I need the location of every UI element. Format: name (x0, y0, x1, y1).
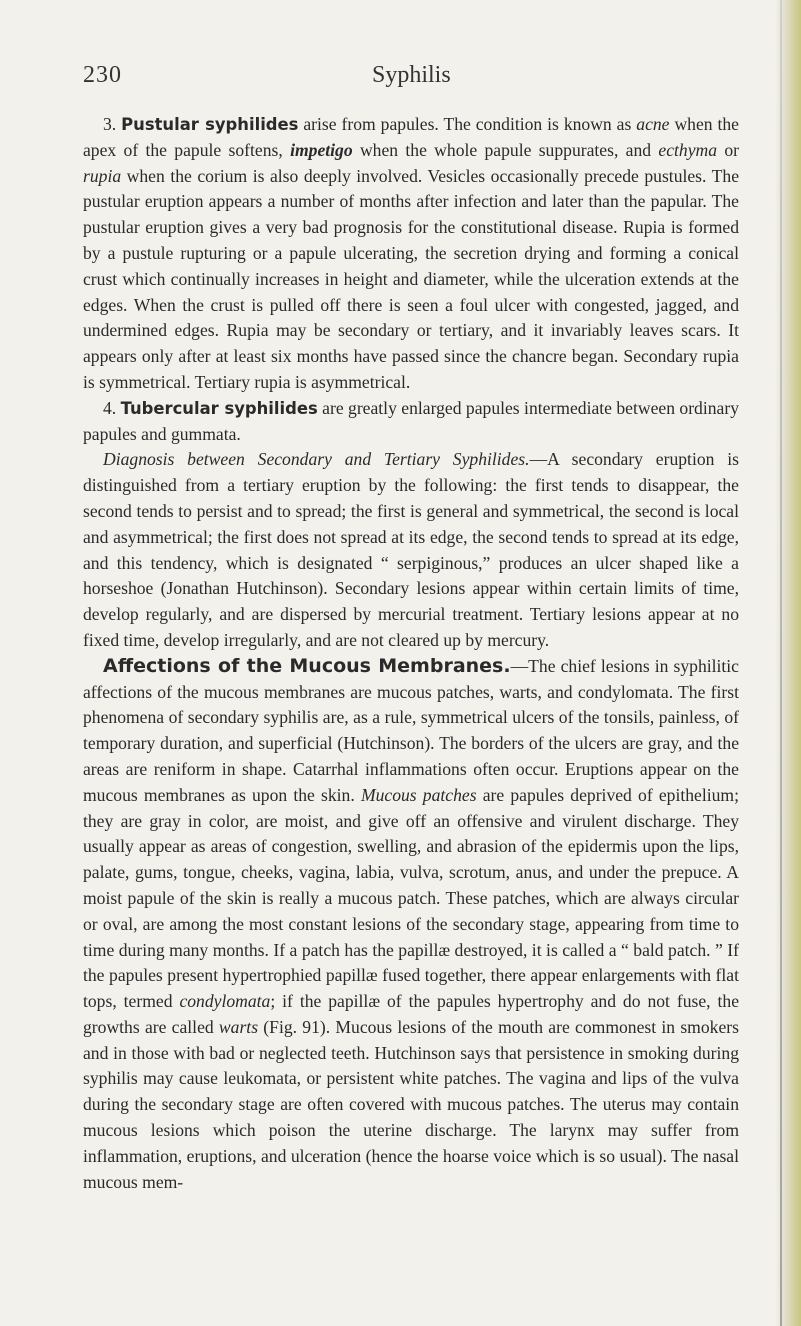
text: or (717, 139, 739, 160)
scan-edge-line (780, 0, 782, 1326)
term-acne: acne (636, 114, 670, 134)
running-head: Syphilis (372, 62, 451, 88)
page-header (0, 50, 801, 90)
paragraph-tubercular-syphilides (83, 396, 739, 448)
paragraph-pustular-syphilides (83, 112, 739, 396)
page-number: 230 (83, 62, 122, 88)
body-text (83, 112, 739, 1195)
text: are papules deprived of epithelium; they are gray in color, are moist, and give off an offensive and virulent discharge. They usually appear as areas of congestion, swelling, and abrasion of the epidermis upon the lips, palate, gums, tongue, cheeks, vagina, labia, vulva, scrotum, anus, and under the prepuce. A moist papule of the skin is really a mucous patch. These patches, which are always circular or oval, are among the most constant lesions of the secondary stage, appearing from time to time during many months. If a patch has the papillæ destroyed, it is called a “ bald patch. ” If the papules present hypertrophied papillæ fused together, there appear enlargements with flat tops, termed (83, 784, 739, 1012)
list-number: 3. (103, 114, 117, 134)
term-rupia: rupia (83, 165, 122, 186)
text: when the whole papule suppurates, and (352, 139, 659, 160)
text: —A secondary eruption is distinguished from a tertiary eruption by the following: the first tends to disappear, the second tends to persist and to spread; the first is general and symmetrical, the second is local and asymmetrical; the first does not spread at its edge, the second tends to spread at its edge, and this tendency, which is designated “ serpiginous,” produces an ulcer shaped like a horseshoe (Jonathan Hutchinson). Secondary lesions appear within certain limits of time, develop regularly, and are dispersed by mercurial treatment. Tertiary lesions appear at no fixed time, develop irregularly, and are not cleared up by mercury. (83, 449, 739, 650)
term-mucous-patches: Mucous patches (360, 784, 477, 805)
term-condylomata: condylomata (179, 991, 271, 1012)
scan-edge (775, 0, 801, 1326)
list-number: 4. (103, 397, 117, 418)
text: when the corium is also deeply involved. Vesicles occasionally precede pustules. The pustular eruption appears a number of months after infection and later than the papular. The pustular eruption gives a very bad prognosis for the constitutional disease. Rupia is formed by a pustule rupturing or a papule ulcerating, the secretion drying and forming a conical crust which continually increases in height and diameter, while the ulceration extends at the edges. When the crust is pulled off there is seen a foul ulcer with congested, jagged, and undermined edges. Rupia may be secondary or tertiary, and it invariably leaves scars. It appears only after at least six months have passed since the chancre began. Secondary rupia is symmetrical. Tertiary rupia is asymmetrical. (83, 165, 739, 392)
heading-pustular-syphilides: Pustular syphilides (121, 115, 299, 134)
text: when the apex of the papule softens, (83, 114, 739, 160)
heading-tubercular-syphilides: Tubercular syphilides (120, 398, 318, 418)
heading-diagnosis: Diagnosis between Secondary and Tertiary Syphilides. (103, 449, 530, 470)
term-impetigo: impetigo (290, 139, 353, 160)
paragraph-diagnosis (83, 447, 739, 653)
term-warts: warts (218, 1016, 259, 1037)
term-ecthyma: ecthyma (658, 139, 718, 160)
text: (Fig. 91). Mucous lesions of the mouth are commonest in smokers and in those with bad or neglected teeth. Hutchinson says that persistence in smoking during syphilis may cause leukomata, or persistent white patches. The vagina and lips of the vulva during the secondary stage are often covered with mucous patches. The uterus may contain mucous lesions which poison the uterine discharge. The larynx may suffer from inflammation, eruptions, and ulceration (hence the hoarse voice which is so usual). The nasal mucous mem- (83, 1016, 739, 1192)
paragraph-mucous-membranes (83, 654, 739, 1196)
text: ; if the papillæ of the papules hypertrophy and do not fuse, the growths are called (83, 991, 739, 1037)
text: are greatly enlarged papules intermediate between ordinary papules and gummata. (83, 397, 739, 444)
heading-mucous-membranes: Affections of the Mucous Membranes. (103, 654, 511, 677)
text: arise from papules. The condition is known as (298, 114, 637, 134)
text: —The chief lesions in syphilitic affections of the mucous membranes are mucous patches, warts, and condylomata. The first phenomena of secondary syphilis are, as a rule, symmetrical ulcers of the tonsils, painless, of temporary duration, and superficial (Hutchinson). The borders of the ulcers are gray, and the areas are reniform in shape. Catarrhal inflammations often occur. Eruptions appear on the mucous membranes as upon the skin. (83, 655, 739, 805)
